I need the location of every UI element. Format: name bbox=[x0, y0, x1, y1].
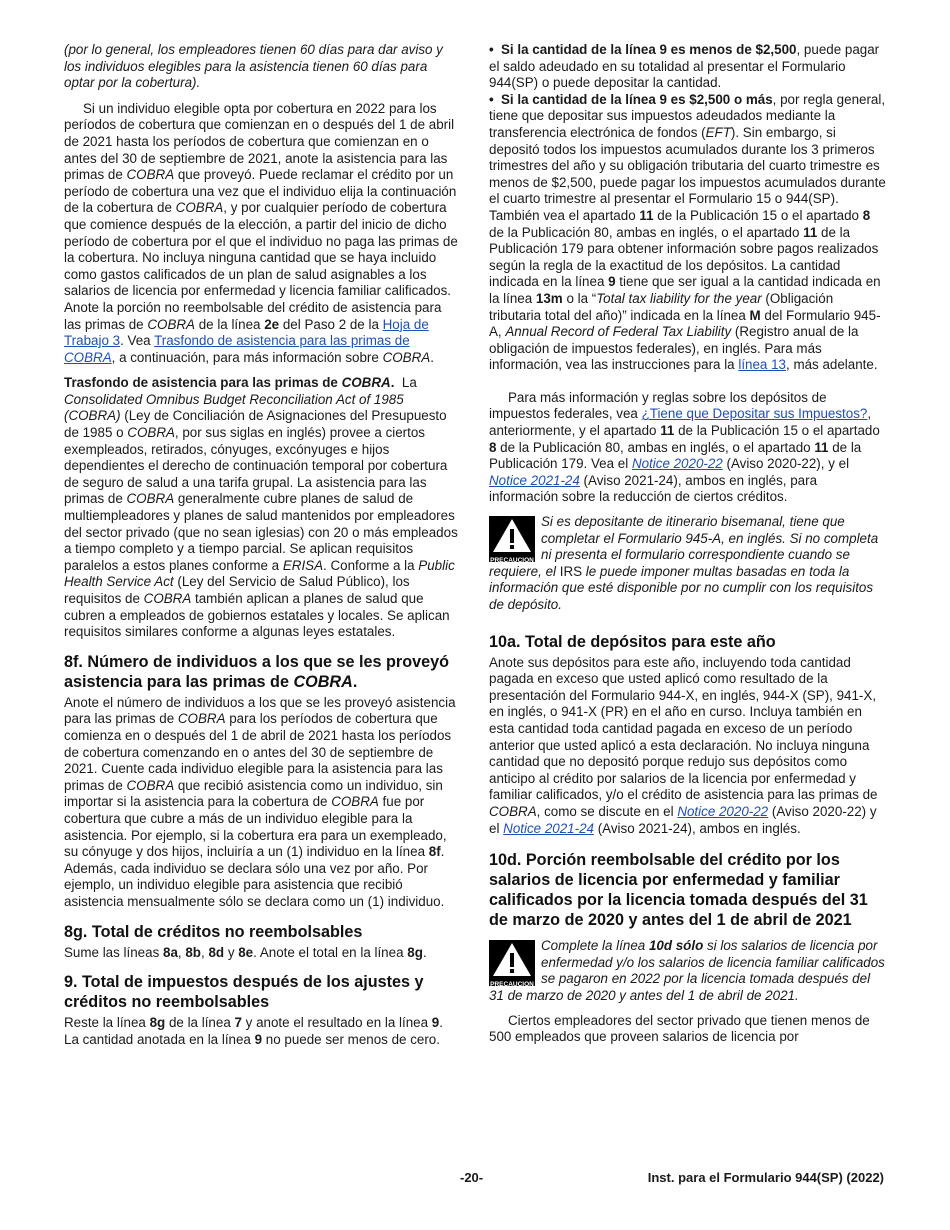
right-column bbox=[489, 42, 887, 1046]
left-column bbox=[64, 42, 460, 1048]
paragraph-8f: Anote el número de individuos a los que se les proveyó asistencia para las primas de COBRA para los períodos de cobertura que comienza en o después del 1 de abril de 2021 hasta los períodos de cobertura comenzando en o antes del 30 de septiembre de 2021. Cuente cada individuo elegible para la asistencia para las primas de COBRA que recibió asistencia como un individuo, sin importar si la asistencia para la cobertura de COBRA fue por cobertura que cubre a más de un individuo elegible para la asistencia. Por ejemplo, si la cobertura era para un exempleado, su cónyuge y dos hijos, incluiría a un (1) individuo en la línea 8f. Además, cada individuo se declara sólo una vez por año. Por ejemplo, un individuo elegible para asistencia que recibió asistencia mensualmente sólo se declara como un (1) individuo. bbox=[64, 694, 456, 909]
notice-2020-22-link-2[interactable]: Notice 2020-22 bbox=[677, 803, 769, 819]
intro-note: (por lo general, los empleadores tienen 60 días para dar aviso y los individuos elegibles para la asistencia tienen 60 días para optar por la cobertura). bbox=[64, 42, 443, 91]
hoja-trabajo-3-link[interactable]: Hoja de Trabajo 3 bbox=[64, 316, 429, 349]
notice-2021-24-link[interactable]: Notice 2021-24 bbox=[489, 472, 580, 488]
deposit-info-paragraph: Para más información y reglas sobre los depósitos de impuestos federales, vea ¿Tiene que Depositar sus Impuestos?, anteriormente, y el apartado 11 de la Publicación 15 o el apartado 8 de la Publicación 80, ambas en inglés, o el apartado 11 de la Publicación 179. Vea el Notice 2020-22 (Aviso 2020-22), y el Notice 2021-24 (Aviso 2021-24), ambos en inglés, para información sobre la reducción de ciertos créditos. bbox=[489, 389, 880, 505]
linea-13-link[interactable]: línea 13 bbox=[738, 357, 786, 373]
page-number: -20- bbox=[460, 1170, 484, 1185]
heading-10d: 10d. Porción reembolsable del crédito por los salarios de licencia por enfermedad y familiar calificados por la licencia tomada después del 31 de marzo de 2020 y antes del 1 de abril de 2021 bbox=[489, 851, 868, 930]
heading-8g: 8g. Total de créditos no reembolsables bbox=[64, 922, 363, 941]
paragraph-10d: Ciertos empleadores del sector privado que tienen menos de 500 empleados que proveen salarios de licencia por bbox=[489, 1012, 870, 1045]
cobra-election-paragraph: Si un individuo elegible opta por cobertura en 2022 para los períodos de cobertura que comienzan en o después del 1 de abril de 2021 hasta los períodos de cobertura que comienzan en o antes del 30 de septiembre de 2021, anote la asistencia para las primas de COBRA que proveyó. Puede reclamar el crédito por un período de cobertura una vez que el individuo elija la continuación de la cobertura de COBRA, y por cualquier período de cobertura que comience después de la elección, a partir del inicio de dicho período de cobertura por el que el individuo no paga las primas de la cobertura. No incluya ninguna cantidad que se haya incluido como gastos calificados de un plan de salud asignables a los salarios de licencia por enfermedad y licencia familiar calificados. Anote la porción no reembolsable del crédito de asistencia para las primas de COBRA de la línea 2e del Paso 2 de la Hoja de Trabajo 3. Vea Trasfondo de asistencia para las primas de COBRA, a continuación, para más información sobre COBRA. bbox=[64, 100, 458, 365]
paragraph-10a: Anote sus depósitos para este año, incluyendo toda cantidad pagada en exceso que usted aplicó como resultado de la presentación del Formulario 944-X, en inglés, 944-X (SP), 941-X, en inglés, o 941-X (PR) en el año en curso. Incluya también en esta cantidad toda cantidad pagada en exceso de un período anterior que usted aplicó a esta declaración. No incluya ninguna cantidad que no depositó porque redujo sus depósitos como anticipo al crédito por salarios de la licencia por enfermedad y familiar calificados, y/o el crédito de asistencia para las primas de COBRA, como se discute en el Notice 2020-22 (Aviso 2020-22) y el Notice 2021-24 (Aviso 2021-24), ambos en inglés. bbox=[489, 654, 878, 836]
trasfondo-link[interactable]: Trasfondo de asistencia para las primas de COBRA bbox=[64, 333, 410, 365]
heading-10a: 10a. Total de depósitos para este año bbox=[489, 632, 776, 651]
notice-2021-24-link-2[interactable]: Notice 2021-24 bbox=[503, 820, 594, 836]
trasfondo-paragraph: Trasfondo de asistencia para las primas de COBRA. La Consolidated Omnibus Budget Reconciliation Act of 1985 (COBRA) (Ley de Conciliación de Asignaciones del Presupuesto de 1985 o COBRA, por sus siglas en inglés) provee a ciertos exempleados, retirados, cónyuges, excónyuges e hijos dependientes el derecho de continuación temporal por cobertura de seguro de salud a una tarifa grupal. La asistencia para las primas de COBRA generalmente cubre planes de salud de multiempleadores y planes de salud mantenidos por empleadores del sector privado (que no sean iglesias) con 20 o más empleados a tiempo completo y a tiempo parcial. Se aplican requisitos paralelos a estos planes conforme a ERISA. Conforme a la Public Health Service Act (Ley del Servicio de Salud Público), los requisitos de COBRA también aplican a planes de salud que cubren a empleados de gobiernos estatales y locales. Se aplican requisitos similares conforme a algunas leyes estatales. bbox=[64, 375, 458, 640]
notice-2020-22-link[interactable]: Notice 2020-22 bbox=[631, 456, 723, 472]
heading-8f: 8f. Número de individuos a los que se les proveyó asistencia para las primas de COBRA. bbox=[64, 652, 450, 691]
heading-9: 9. Total de impuestos después de los ajustes y créditos no reembolsables bbox=[64, 973, 424, 1012]
bullet-2500-or-more: • Si la cantidad de la línea 9 es $2,500 o más, por regla general, tiene que depositar sus impuestos adeudados mediante la transferencia electrónica de fondos (EFT). Sin embargo, si depositó todos los impuestos acumulados durante los 3 primeros trimestres del año y su obligación tributaria del cuarto trimestre es menos de $2,500, puede pagar los impuestos acumulados durante el cuarto trimestre al presentar el Formulario 15 o 944(SP). También vea el apartado 11 de la Publicación 15 o el apartado 8 de la Publicación 80, ambas en inglés, o el apartado 11 de la Publicación 179 para obtener información sobre pagos realizados según la regla de la exactitud de los depósitos. La cantidad indicada en la línea 9 tiene que ser igual a la cantidad indicada en la línea 13m o la “Total tax liability for the year (Obligación tributaria total del año)” indicada en la línea M del Formulario 945-A, Annual Record of Federal Tax Liability (Registro anual de la obligación de impuestos federales), en inglés. Para más información, vea las instrucciones para la línea 13, más adelante. bbox=[489, 91, 886, 373]
caution-10d: PRECAUCION Complete la línea 10d sólo si los salarios de licencia por enfermedad y/o los salarios de licencia familiar calificados se pagaron en 2022 por la licencia tomada después del 31 de marzo de 2020 y antes del 1 de abril de 2021. bbox=[489, 938, 885, 1003]
tiene-que-depositar-link[interactable]: ¿Tiene que Depositar sus Impuestos? bbox=[641, 406, 868, 422]
paragraph-8g: Sume las líneas 8a, 8b, 8d y 8e. Anote el total en la línea 8g. bbox=[64, 944, 427, 960]
paragraph-9: Reste la línea 8g de la línea 7 y anote el resultado en la línea 9. La cantidad anotada en la línea 9 no puede ser menos de cero. bbox=[64, 1015, 443, 1047]
caution-biweekly: PRECAUCION Si es depositante de itinerario bisemanal, tiene que completar el Formulario 945-A, en inglés. Si no completa ni presenta el formulario correspondiente cuando se requiere, el IRS le puede imponer multas basadas en toda la información que esté disponible por no cumplir con los requisitos de depósito. bbox=[489, 514, 879, 612]
caution-icon: PRECAUCION bbox=[489, 940, 535, 986]
document-title: Inst. para el Formulario 944(SP) (2022) bbox=[647, 1170, 884, 1185]
trasfondo-heading: Trasfondo de asistencia para las primas de COBRA. bbox=[64, 375, 395, 391]
caution-icon: PRECAUCION bbox=[489, 516, 535, 562]
bullet-less-2500: • Si la cantidad de la línea 9 es menos de $2,500, puede pagar el saldo adeudado en su totalidad al presentar el Formulario 944(SP) o puede depositar la cantidad. bbox=[489, 42, 880, 91]
